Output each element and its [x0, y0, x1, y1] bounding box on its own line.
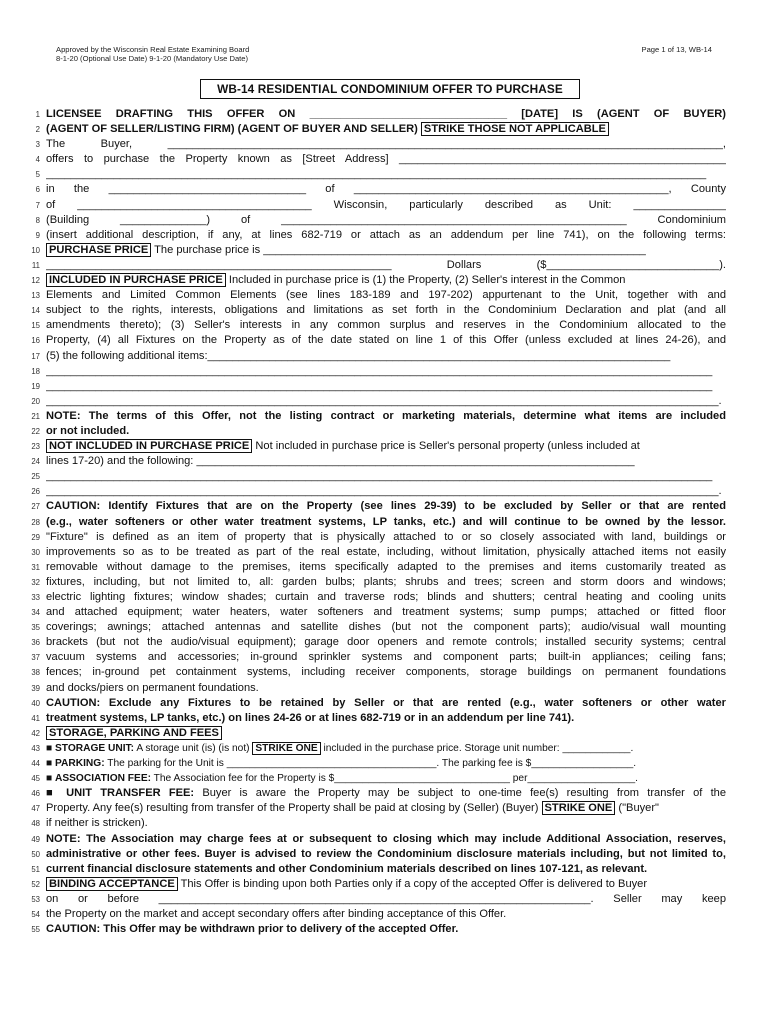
line-segment: CAUTION: This Offer may be withdrawn prior to delivery of the accepted Offer.	[46, 923, 459, 936]
form-line	[26, 530, 726, 545]
line-number: 25	[31, 472, 40, 482]
line-number: 44	[31, 759, 40, 769]
line-text[interactable]	[46, 258, 726, 273]
line-segment: (insert additional description, if any, at lines 682-719 or attach as an addendum per line 741), on the following terms:	[46, 228, 726, 241]
form-line	[26, 741, 726, 756]
form-line	[26, 137, 726, 152]
line-number: 55	[31, 925, 40, 935]
line-segment: current financial disclosure statements and other Condominium materials described on lines 107-121, as relevant.	[46, 862, 648, 875]
line-text[interactable]	[46, 122, 726, 137]
form-line	[26, 484, 726, 499]
form-line	[26, 907, 726, 922]
line-number: 10	[31, 245, 40, 255]
form-line	[26, 650, 726, 665]
form-line	[26, 499, 726, 514]
line-segment: included in the purchase price. Storage unit number: ____________.	[320, 742, 634, 754]
line-number: 16	[31, 336, 40, 346]
form-line	[26, 394, 726, 409]
line-text[interactable]	[46, 907, 726, 922]
line-text[interactable]	[46, 318, 726, 333]
line-text[interactable]	[46, 590, 726, 605]
line-number: 17	[31, 351, 40, 361]
form-line	[26, 560, 726, 575]
form-line	[26, 545, 726, 560]
line-text[interactable]	[46, 167, 726, 182]
line-number: 13	[31, 291, 40, 301]
line-text[interactable]	[46, 228, 726, 243]
form-line	[26, 454, 726, 469]
form-line	[26, 620, 726, 635]
form-line	[26, 469, 726, 484]
form-line	[26, 303, 726, 318]
line-number: 2	[35, 125, 40, 135]
line-segment: subject to the rights, interests, obligations and limitations as set forth in the Condominium Declaration and plat (and all	[46, 304, 726, 317]
line-text[interactable]	[46, 922, 726, 937]
form-approval-header	[56, 45, 249, 64]
page-indicator: Page 1 of 13, WB-14	[641, 45, 712, 54]
line-number: 50	[31, 849, 40, 859]
form-line	[26, 213, 726, 228]
form-title: WB-14 RESIDENTIAL CONDOMINIUM OFFER TO PURCHASE	[200, 79, 580, 99]
line-segment: fixtures, including, but not limited to, all: garden bulbs; plants; shrubs and trees; screen and storm doors and windows;	[46, 575, 726, 588]
line-text[interactable]	[46, 454, 726, 469]
line-text[interactable]	[46, 711, 726, 726]
section-heading-box: NOT INCLUDED IN PURCHASE PRICE	[46, 439, 252, 453]
line-segment: LICENSEE DRAFTING THIS OFFER ON ________________________________ [DATE] IS (AGENT OF BUYER)	[46, 108, 726, 120]
line-segment: the Property on the market and accept secondary offers after binding acceptance of this Offer.	[46, 907, 507, 920]
line-number: 48	[31, 819, 40, 829]
line-number: 32	[31, 577, 40, 587]
line-text[interactable]	[46, 303, 726, 318]
field-label: PARKING:	[54, 758, 105, 770]
section-heading-box: BINDING ACCEPTANCE	[46, 877, 178, 891]
line-text[interactable]	[46, 681, 726, 696]
line-number: 28	[31, 517, 40, 527]
line-text[interactable]	[46, 862, 726, 877]
line-segment: ____________________________________________________________________________________________________________	[46, 364, 713, 377]
line-number: 41	[31, 713, 40, 723]
line-number: 11	[31, 260, 40, 270]
line-segment: Included in purchase price is (1) the Property, (2) Seller's interest in the Common	[225, 274, 626, 287]
line-text[interactable]	[46, 182, 726, 197]
line-text[interactable]	[46, 273, 726, 288]
field-label: ASSOCIATION FEE:	[54, 773, 152, 785]
form-line	[26, 288, 726, 303]
line-number: 9	[35, 230, 40, 240]
line-text[interactable]	[46, 499, 726, 514]
line-text[interactable]	[46, 575, 726, 590]
line-text[interactable]	[46, 198, 726, 213]
line-number: 8	[35, 215, 40, 225]
line-segment: NOTE: The terms of this Offer, not the listing contract or marketing materials, determine what items are included	[46, 409, 726, 422]
line-number: 12	[31, 276, 40, 286]
form-line	[26, 681, 726, 696]
line-number: 34	[31, 608, 40, 618]
form-line	[26, 605, 726, 620]
line-segment: NOTE: The Association may charge fees at or subsequent to closing which may include Additional Association, reserves,	[46, 832, 726, 845]
line-segment: treatment systems, LP tanks, etc.) on lines 24-26 or at lines 682-719 or in an addendum per line 741).	[46, 711, 575, 724]
form-line	[26, 771, 726, 786]
line-number: 40	[31, 698, 40, 708]
line-number: 49	[31, 834, 40, 844]
form-line	[26, 756, 726, 771]
line-text[interactable]	[46, 605, 726, 620]
bullet-icon: ■	[46, 787, 67, 800]
line-segment: _____________________________________________________________________________________________________________.	[46, 394, 722, 407]
line-number: 24	[31, 457, 40, 467]
line-text[interactable]	[46, 665, 726, 680]
line-segment: Property. Any fee(s) resulting from transfer of the Property shall be paid at closing by (Seller) (Buyer)	[46, 802, 542, 815]
line-text[interactable]	[46, 469, 726, 484]
form-line	[26, 318, 726, 333]
line-segment: (Building ______________) of ________________________________________________________ Condominium	[46, 213, 726, 226]
line-number: 33	[31, 593, 40, 602]
form-line	[26, 273, 726, 288]
line-text[interactable]	[46, 213, 726, 228]
line-number: 23	[31, 442, 40, 452]
form-line	[26, 152, 726, 167]
line-number: 20	[31, 396, 40, 406]
use-dates-line: 8-1-20 (Optional Use Date) 9-1-20 (Mandatory Use Date)	[56, 54, 249, 64]
form-line	[26, 243, 726, 258]
form-line	[26, 786, 726, 801]
line-segment: ____________________________________________________________________________________________________________	[46, 470, 713, 483]
form-line	[26, 575, 726, 590]
line-text[interactable]	[46, 530, 726, 545]
line-segment: vacuum systems and accessories; in-ground sprinkler systems and component parts; built-in appliances; ceiling fans;	[46, 651, 726, 664]
form-line	[26, 862, 726, 877]
line-text[interactable]	[46, 816, 726, 831]
form-line	[26, 711, 726, 726]
line-number: 15	[31, 321, 40, 331]
line-text[interactable]	[46, 832, 726, 847]
line-text[interactable]	[46, 333, 726, 348]
line-segment: on or before ______________________________________________________________________. Seller may keep	[46, 892, 726, 905]
line-segment: "Fixture" is defined as an item of property that is physically attached to or so closely associated with land, buildings or	[46, 530, 726, 543]
line-number: 14	[31, 306, 40, 316]
bullet-icon: ■	[46, 773, 55, 785]
line-text[interactable]	[46, 847, 726, 862]
line-number: 54	[31, 909, 40, 919]
section-heading-box: INCLUDED IN PURCHASE PRICE	[46, 273, 226, 287]
line-text[interactable]	[46, 243, 726, 258]
line-segment: (5) the following additional items:___________________________________________________________________________	[46, 349, 671, 362]
line-text[interactable]	[46, 137, 726, 152]
line-text[interactable]	[46, 545, 726, 560]
form-line	[26, 877, 726, 892]
line-text[interactable]	[46, 696, 726, 711]
line-segment: removable without damage to the premises, items specifically adapted to the premises and items customarily treated as	[46, 560, 726, 573]
line-segment: or not included.	[46, 424, 130, 437]
line-segment: brackets (but not the audio/visual equipment); garage door openers and remote controls; installed security systems; central	[46, 636, 726, 649]
form-line	[26, 333, 726, 348]
line-text[interactable]	[46, 394, 726, 409]
line-number: 38	[31, 668, 40, 678]
line-text[interactable]	[46, 756, 726, 771]
line-number: 47	[31, 804, 40, 814]
form-body	[26, 107, 726, 937]
line-text[interactable]	[46, 424, 726, 439]
line-segment: Buyer is aware the Property may be subject to one-time fee(s) resulting from transfer of the	[194, 787, 726, 800]
bullet-icon: ■	[46, 758, 55, 770]
line-segment: improvements so as to be treated as part of the real estate, including, without limitation, physically attached items not easily	[46, 545, 726, 558]
line-number: 37	[31, 653, 40, 663]
line-number: 1	[35, 110, 40, 119]
line-segment: (e.g., water softeners or other water treatment systems, LP tanks, etc.) and will continue to be owned by the lessor.	[46, 515, 726, 528]
form-line	[26, 409, 726, 424]
approval-line: Approved by the Wisconsin Real Estate Examining Board	[56, 45, 250, 54]
line-text[interactable]	[46, 650, 726, 665]
section-heading-box: STRIKE ONE	[542, 801, 616, 815]
line-segment: and docks/piers on permanent foundations.	[46, 681, 259, 694]
line-segment: The Association fee for the Property is $_______________________________ per___________________.	[151, 773, 638, 785]
line-text[interactable]	[46, 741, 726, 756]
line-segment: This Offer is binding upon both Parties only if a copy of the accepted Offer is delivered to Buyer	[177, 877, 648, 890]
line-segment: of ______________________________________ Wisconsin, particularly described as Unit: _______________	[46, 198, 726, 211]
form-line	[26, 258, 726, 273]
line-text[interactable]	[46, 107, 726, 122]
form-line	[26, 364, 726, 379]
line-number: 46	[31, 789, 40, 799]
line-number: 3	[35, 140, 40, 150]
line-text[interactable]	[46, 877, 726, 892]
line-number: 18	[31, 366, 40, 376]
line-number: 30	[31, 547, 40, 557]
field-label: UNIT TRANSFER FEE:	[66, 787, 195, 800]
line-number: 35	[31, 623, 40, 633]
line-segment: Elements and Limited Common Elements (see lines 183-189 and 197-202) appurtenant to the Unit, together with and	[46, 289, 726, 302]
line-text[interactable]	[46, 379, 726, 394]
line-segment: Property, (4) all Fixtures on the Property as of the date stated on line 1 of this Offer (unless excluded at lines 24-26), and	[46, 334, 726, 347]
line-text[interactable]	[46, 152, 726, 167]
form-line	[26, 665, 726, 680]
line-segment: ("Buyer"	[615, 802, 659, 815]
form-line	[26, 122, 726, 137]
line-segment: offers to purchase the Property known as [Street Address] _____________________________________________________	[46, 153, 726, 166]
line-segment: Not included in purchase price is Seller's personal property (unless included at	[252, 440, 640, 453]
line-segment: The Buyer, __________________________________________________________________________________________,	[46, 138, 726, 151]
form-line	[26, 832, 726, 847]
line-number: 45	[31, 774, 40, 784]
line-number: 53	[31, 894, 40, 904]
line-number: 26	[31, 487, 40, 497]
form-line	[26, 515, 726, 530]
form-line	[26, 922, 726, 937]
line-number: 5	[35, 170, 40, 180]
form-line	[26, 590, 726, 605]
line-text[interactable]	[46, 620, 726, 635]
line-segment: ___________________________________________________________________________________________________________	[46, 168, 707, 181]
line-text[interactable]	[46, 726, 726, 741]
line-segment: (AGENT OF SELLER/LISTING FIRM) (AGENT OF BUYER AND SELLER)	[46, 123, 421, 136]
form-line	[26, 892, 726, 907]
field-label: STORAGE UNIT:	[54, 742, 135, 754]
form-line	[26, 801, 726, 816]
line-number: 4	[35, 155, 40, 165]
line-segment: coverings; awnings; attached antennas and satellite dishes (but not the component parts); audio/visual wall mounting	[46, 621, 726, 634]
line-number: 39	[31, 683, 40, 693]
line-number: 43	[31, 743, 40, 753]
line-segment: CAUTION: Identify Fixtures that are on the Property (see lines 29-39) to be excluded by Seller or that are rented	[46, 500, 726, 513]
section-heading-box: STRIKE ONE	[252, 742, 320, 755]
line-number: 21	[31, 411, 40, 421]
line-segment: The parking for the Unit is _____________________________________. The parking fee is $__________________.	[104, 758, 637, 770]
line-text[interactable]	[46, 786, 726, 801]
line-segment: administrative or other fees. Buyer is advised to review the Condominium disclosure materials including, but not limited to,	[46, 847, 726, 860]
line-segment: in the ________________________________ of ___________________________________________________, County	[46, 183, 726, 196]
line-text[interactable]	[46, 771, 726, 786]
section-heading-box: STRIKE THOSE NOT APPLICABLE	[421, 122, 609, 136]
line-number: 19	[31, 381, 40, 391]
form-line	[26, 439, 726, 454]
line-text[interactable]	[46, 515, 726, 530]
form-line	[26, 107, 726, 122]
form-line	[26, 816, 726, 831]
line-segment: ____________________________________________________________________________________________________________	[46, 379, 713, 392]
form-line	[26, 228, 726, 243]
form-line	[26, 379, 726, 394]
line-number: 36	[31, 638, 40, 648]
line-text[interactable]	[46, 439, 726, 454]
line-number: 27	[31, 502, 40, 512]
line-number: 7	[35, 200, 40, 210]
form-line	[26, 424, 726, 439]
line-segment: CAUTION: Exclude any Fixtures to be retained by Seller or that are rented (e.g., water softeners or other water	[46, 696, 726, 709]
form-line	[26, 847, 726, 862]
line-segment: A storage unit (is) (is not)	[134, 742, 253, 754]
form-line	[26, 349, 726, 364]
line-segment: fences; in-ground pet containment systems, including receiver components, storage buildings on permanent foundations	[46, 666, 726, 679]
bullet-icon: ■	[46, 742, 55, 754]
form-line	[26, 726, 726, 741]
line-text[interactable]	[46, 484, 726, 499]
form-line	[26, 696, 726, 711]
line-number: 52	[31, 879, 40, 889]
line-segment: and attached equipment; water heaters, water softeners and treatment systems; sump pumps; attached or fitted floor	[46, 606, 726, 619]
section-heading-box: PURCHASE PRICE	[46, 243, 151, 257]
line-segment: ________________________________________________________ Dollars ($____________________________).	[46, 258, 726, 271]
line-number: 42	[31, 728, 40, 738]
line-segment: amendments thereto); (3) Seller's interests in any common surplus and reserves in the Condominium allocated to the	[46, 319, 726, 332]
line-text[interactable]	[46, 801, 726, 816]
line-text[interactable]	[46, 409, 726, 424]
line-text[interactable]	[46, 635, 726, 650]
line-segment: lines 17-20) and the following: _______________________________________________________________________	[46, 455, 635, 468]
line-text[interactable]	[46, 288, 726, 303]
line-number: 6	[35, 185, 40, 195]
form-line	[26, 635, 726, 650]
form-line	[26, 182, 726, 197]
line-number: 31	[31, 562, 40, 572]
section-heading-box: STORAGE, PARKING AND FEES	[46, 726, 222, 740]
line-text[interactable]	[46, 349, 726, 364]
line-text[interactable]	[46, 560, 726, 575]
line-segment: if neither is stricken).	[46, 817, 148, 830]
line-segment: electric lighting fixtures; window shades; curtain and traverse rods; blinds and shutters; central heating and cooling units	[46, 591, 726, 603]
line-number: 29	[31, 532, 40, 542]
line-text[interactable]	[46, 364, 726, 379]
line-segment: _____________________________________________________________________________________________________________.	[46, 485, 722, 498]
line-number: 22	[31, 426, 40, 436]
line-number: 51	[31, 864, 40, 874]
line-segment: The purchase price is ______________________________________________________________	[151, 243, 646, 256]
form-line	[26, 167, 726, 182]
line-text[interactable]	[46, 892, 726, 907]
form-line	[26, 198, 726, 213]
